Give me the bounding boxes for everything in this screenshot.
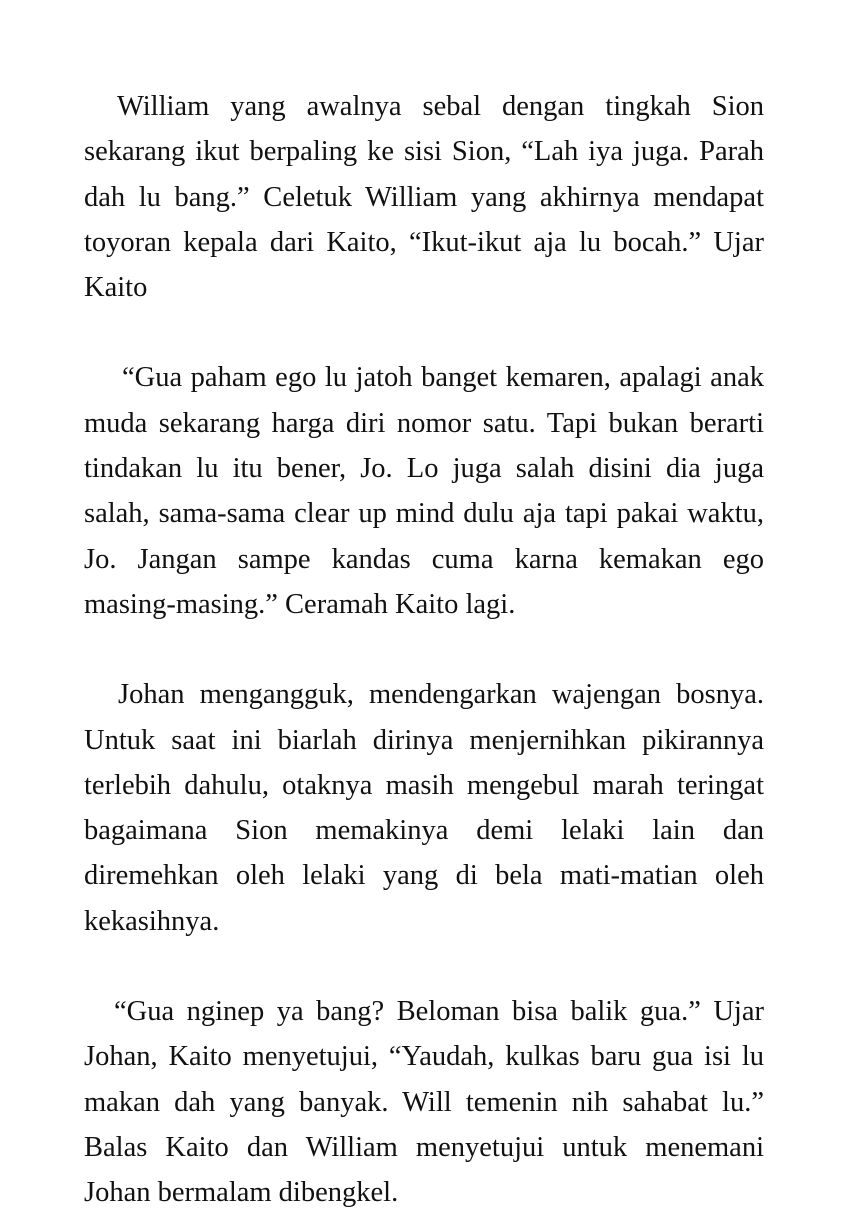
document-page — [84, 84, 764, 1216]
paragraph-2: “Gua paham ego lu jatoh banget kemaren, apalagi anak muda sekarang harga diri nomor satu. Tapi bukan berarti tindakan lu itu bener, Jo. Lo juga salah disini dia juga salah, sama-sama clear up mind dulu aja tapi pakai waktu, Jo. Jangan sampe kandas cuma karna kemakan ego masing-masing.” Ceramah Kaito lagi. — [84, 362, 764, 620]
paragraph-4: “Gua nginep ya bang? Beloman bisa balik gua.” Ujar Johan, Kaito menyetujui, “Yaudah, kulkas baru gua isi lu makan dah yang banyak. Will temenin nih sahabat lu.” Balas Kaito dan William menyetujui untuk menemani Johan bermalam dibengkel. — [84, 996, 764, 1209]
paragraph-3: Johan mengangguk, mendengarkan wajengan bosnya. Untuk saat ini biarlah dirinya menjernihkan pikirannya terlebih dahulu, otaknya masih mengebul marah teringat bagaimana Sion memakinya demi lelaki lain dan diremehkan oleh lelaki yang di bela mati-matian oleh kekasihnya. — [84, 679, 764, 937]
paragraph-1: William yang awalnya sebal dengan tingkah Sion sekarang ikut berpaling ke sisi Sion, “Lah iya juga. Parah dah lu bang.” Celetuk William yang akhirnya mendapat toyoran kepala dari Kaito, “Ikut-ikut aja lu bocah.” Ujar Kaito — [84, 91, 764, 304]
